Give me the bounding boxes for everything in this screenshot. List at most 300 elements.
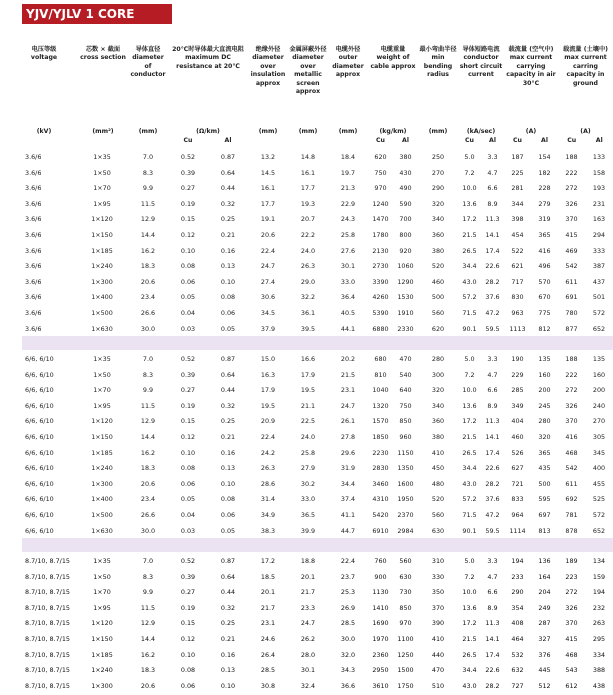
table-cell: 222: [565, 370, 578, 379]
table-cell: 330: [431, 572, 445, 581]
table-cell: 182: [538, 168, 551, 177]
table-row: [0, 181, 613, 197]
table-cell: 6/6, 6/10: [25, 448, 54, 457]
table-cell: 6/6, 6/10: [25, 495, 54, 504]
table-cell: 319: [538, 215, 551, 224]
table-cell: 1570: [372, 417, 389, 426]
table-cell: 691: [565, 293, 578, 302]
table-cell: 464: [511, 635, 524, 643]
table-row: [0, 679, 613, 695]
table-cell: 0.06: [180, 277, 196, 286]
table-cell: 350: [431, 588, 445, 597]
table-cell: 44.1: [340, 324, 356, 333]
table-cell: 1×240: [91, 464, 113, 473]
table-cell: 6/6, 6/10: [25, 370, 54, 379]
table-cell: 10.0: [462, 386, 477, 395]
table-cell: 250: [431, 153, 445, 161]
header-bending-cn: 最小弯曲半径: [419, 46, 457, 53]
table-cell: 6/6, 6/10: [25, 464, 54, 473]
table-cell: 0.39: [180, 168, 196, 177]
table-cell: 6/6, 6/10: [25, 417, 54, 426]
table-row: [0, 150, 613, 166]
table-row: [0, 430, 613, 446]
table-cell: 20.6: [260, 231, 276, 239]
table-cell: 6.6: [487, 386, 498, 395]
table-cell: 468: [565, 448, 578, 457]
unit-shortcircuit: (kA/sec): [466, 128, 496, 135]
unit-diameter: (mm): [138, 128, 158, 135]
table-cell: 500: [538, 479, 551, 488]
table-cell: 3390: [372, 277, 389, 286]
header-bending-en: min bending radius: [423, 54, 453, 79]
unit-insulation: (mm): [258, 128, 278, 135]
table-cell: 0.05: [220, 526, 236, 535]
table-cell: 24.0: [300, 246, 316, 255]
table-cell: 14.4: [140, 635, 156, 643]
table-row: [0, 290, 613, 306]
table-cell: 468: [565, 650, 578, 659]
header-section-en: cross section: [80, 54, 126, 62]
table-cell: 28.2: [485, 681, 500, 690]
table-cell: 560: [399, 557, 412, 565]
table-cell: 0.10: [180, 448, 196, 457]
table-cell: 964: [511, 511, 524, 519]
sub-ground-al: Al: [595, 137, 603, 144]
table-cell: 19.5: [260, 401, 276, 410]
sub-weight-cu: Cu: [376, 137, 385, 144]
table-cell: 1150: [397, 448, 414, 457]
table-cell: 1×185: [91, 246, 113, 255]
header-outer-cn: 电缆外径: [335, 46, 361, 53]
table-cell: 6/6, 6/10: [25, 401, 54, 410]
table-cell: 28.5: [260, 666, 276, 675]
table-cell: 16.2: [140, 246, 156, 255]
table-cell: 780: [565, 309, 578, 317]
table-cell: 16.2: [140, 448, 156, 457]
table-cell: 13.2: [260, 153, 276, 161]
table-cell: 326: [565, 603, 578, 612]
table-cell: 22.6: [485, 666, 500, 675]
table-cell: 4310: [372, 495, 389, 504]
table-cell: 21.7: [260, 603, 276, 612]
table-cell: 0.21: [220, 635, 236, 643]
table-cell: 16.1: [260, 184, 276, 193]
table-cell: 43.0: [462, 277, 477, 286]
table-cell: 0.10: [220, 277, 236, 286]
table-cell: 310: [431, 557, 445, 565]
table-cell: 16.2: [140, 650, 156, 659]
section-separator: [22, 336, 613, 350]
table-cell: 187: [511, 153, 524, 161]
sub-resistance-cu: Cu: [183, 137, 193, 144]
table-cell: 454: [511, 231, 524, 239]
table-cell: 415: [565, 635, 578, 643]
table-cell: 57.2: [462, 293, 477, 302]
header-weight: [368, 46, 418, 71]
table-cell: 760: [374, 557, 387, 565]
table-cell: 0.12: [180, 635, 196, 643]
table-cell: 6/6, 6/10: [25, 433, 54, 441]
table-cell: 6/6, 6/10: [25, 511, 54, 519]
table-cell: 970: [374, 184, 387, 193]
table-cell: 810: [374, 370, 387, 379]
table-cell: 295: [592, 635, 606, 643]
table-cell: 334: [592, 650, 606, 659]
table-cell: 1×35: [93, 557, 111, 565]
table-cell: 970: [399, 619, 412, 628]
table-cell: 23.4: [140, 495, 156, 504]
table-cell: 717: [511, 277, 524, 286]
table-cell: 0.04: [180, 511, 196, 519]
table-row: [0, 166, 613, 182]
table-cell: 280: [431, 355, 445, 363]
table-cell: 380: [399, 153, 412, 161]
table-cell: 0.64: [220, 370, 236, 379]
table-cell: 43.0: [462, 479, 477, 488]
table-cell: 0.32: [220, 401, 236, 410]
table-cell: 1×70: [93, 588, 111, 597]
table-cell: 730: [399, 588, 412, 597]
table-cell: 21.5: [462, 635, 477, 643]
table-cell: 900: [374, 572, 387, 581]
table-cell: 20.9: [260, 417, 276, 426]
header-shortcircuit-cn: 导体短路电流: [462, 46, 500, 53]
header-screen: [288, 46, 328, 96]
header-shortcircuit-en: conductor short circuit current: [459, 54, 503, 79]
table-cell: 340: [431, 401, 445, 410]
table-cell: 8.7/10, 8.7/15: [25, 666, 70, 675]
table-cell: 240: [592, 401, 606, 410]
table-cell: 225: [511, 168, 524, 177]
table-cell: 354: [511, 603, 524, 612]
table-cell: 193: [592, 184, 606, 193]
table-cell: 26.6: [140, 309, 156, 317]
table-cell: 1290: [397, 277, 414, 286]
table-cell: 360: [431, 231, 445, 239]
table-cell: 26.5: [462, 650, 477, 659]
table-cell: 11.5: [140, 603, 156, 612]
table-cell: 24.0: [300, 433, 316, 441]
table-cell: 0.32: [220, 199, 236, 208]
table-row: [0, 352, 613, 368]
table-cell: 190: [511, 355, 524, 363]
table-cell: 12.9: [140, 619, 156, 628]
table-cell: 39.5: [300, 324, 316, 333]
table-cell: 460: [431, 277, 445, 286]
table-cell: 8.3: [142, 572, 154, 581]
table-cell: 380: [431, 433, 445, 441]
table-cell: 611: [565, 277, 578, 286]
table-cell: 572: [592, 511, 606, 519]
table-cell: 2130: [372, 246, 389, 255]
table-cell: 327: [538, 635, 551, 643]
table-cell: 652: [592, 324, 606, 333]
table-cell: 920: [399, 246, 412, 255]
table-cell: 14.1: [485, 433, 500, 441]
table-cell: 8.7/10, 8.7/15: [25, 572, 70, 581]
table-cell: 3.3: [487, 153, 498, 161]
table-cell: 0.21: [220, 433, 236, 441]
table-cell: 1950: [397, 495, 414, 504]
table-cell: 281: [511, 184, 524, 193]
table-cell: 0.19: [180, 199, 196, 208]
table-cell: 8.3: [142, 370, 154, 379]
table-cell: 134: [592, 557, 606, 565]
table-cell: 400: [592, 464, 606, 473]
table-cell: 540: [399, 370, 412, 379]
header-shortcircuit: [458, 46, 504, 80]
table-cell: 290: [511, 588, 524, 597]
table-cell: 2730: [372, 262, 389, 271]
table-cell: 1×120: [91, 215, 113, 224]
table-cell: 1910: [397, 309, 414, 317]
table-cell: 440: [431, 650, 445, 659]
table-cell: 43.0: [462, 681, 477, 690]
table-cell: 640: [399, 386, 412, 395]
table-cell: 19.1: [260, 215, 276, 224]
table-cell: 0.16: [220, 246, 236, 255]
table-cell: 1×50: [93, 168, 111, 177]
table-cell: 22.6: [485, 262, 500, 271]
table-cell: 410: [431, 448, 445, 457]
header-voltage-en: voltage: [30, 54, 58, 62]
table-cell: 520: [431, 495, 445, 504]
table-cell: 18.3: [140, 666, 156, 675]
header-ground-en: max current carring capacity in ground: [564, 54, 607, 87]
table-cell: 194: [511, 557, 524, 565]
table-cell: 6/6, 6/10: [25, 526, 54, 535]
table-row: [0, 616, 613, 632]
table-cell: 40.5: [340, 309, 356, 317]
table-cell: 270: [592, 417, 606, 426]
table-cell: 7.2: [464, 370, 475, 379]
table-cell: 36.4: [340, 293, 356, 302]
table-cell: 270: [431, 168, 445, 177]
table-cell: 11.5: [140, 199, 156, 208]
table-cell: 0.16: [220, 448, 236, 457]
table-cell: 0.25: [220, 619, 236, 628]
table-cell: 29.6: [340, 448, 356, 457]
table-cell: 496: [538, 262, 551, 271]
table-cell: 189: [565, 557, 578, 565]
table-cell: 26.1: [340, 417, 356, 426]
table-row: [0, 368, 613, 384]
table-cell: 621: [511, 262, 524, 271]
table-cell: 11.5: [140, 401, 156, 410]
table-cell: 0.19: [180, 603, 196, 612]
table-cell: 525: [592, 495, 606, 504]
table-cell: 0.25: [220, 417, 236, 426]
table-cell: 1×185: [91, 650, 113, 659]
table-cell: 25.8: [300, 448, 316, 457]
table-cell: 0.03: [180, 526, 196, 535]
table-cell: 21.1: [300, 401, 316, 410]
table-cell: 31.9: [340, 464, 356, 473]
table-cell: 0.13: [220, 666, 236, 675]
table-cell: 727: [511, 681, 524, 690]
table-cell: 7.2: [464, 572, 475, 581]
table-cell: 630: [399, 572, 412, 581]
table-cell: 3.3: [487, 557, 498, 565]
table-cell: 30.1: [300, 666, 316, 675]
table-cell: 1×400: [91, 293, 113, 302]
table-cell: 33.0: [300, 495, 316, 504]
table-cell: 560: [431, 309, 445, 317]
table-cell: 30.0: [140, 526, 156, 535]
table-cell: 22.6: [485, 464, 500, 473]
table-cell: 800: [399, 231, 412, 239]
header-ground: [558, 46, 613, 88]
table-cell: 2330: [397, 324, 414, 333]
table-row: [0, 228, 613, 244]
table-cell: 532: [511, 650, 524, 659]
table-cell: 1530: [397, 293, 414, 302]
header-weight-cn: 电缆重量: [380, 46, 406, 53]
table-cell: 25.8: [340, 231, 356, 239]
header-outer-en: outer diameter approx: [332, 54, 364, 79]
table-row: [0, 570, 613, 586]
table-cell: 750: [399, 401, 412, 410]
table-cell: 90.1: [462, 324, 477, 333]
table-cell: 28.0: [300, 650, 316, 659]
table-cell: 6/6, 6/10: [25, 386, 54, 395]
table-cell: 263: [592, 619, 606, 628]
table-cell: 3.6/6: [25, 199, 42, 208]
table-cell: 26.2: [300, 635, 316, 643]
table-cell: 1750: [397, 681, 414, 690]
unit-screen: (mm): [298, 128, 318, 135]
unit-voltage: (kV): [36, 128, 52, 135]
table-cell: 963: [511, 309, 524, 317]
table-cell: 1×150: [91, 433, 113, 441]
table-cell: 4.7: [487, 370, 498, 379]
table-cell: 34.9: [260, 511, 276, 519]
table-cell: 305: [592, 433, 606, 441]
table-cell: 18.3: [140, 262, 156, 271]
unit-outer: (mm): [338, 128, 358, 135]
table-cell: 340: [431, 215, 445, 224]
table-cell: 8.7/10, 8.7/15: [25, 588, 70, 597]
table-cell: 611: [565, 479, 578, 488]
table-cell: 0.06: [220, 309, 236, 317]
table-cell: 470: [399, 355, 412, 363]
table-cell: 22.4: [340, 557, 356, 565]
table-cell: 200: [538, 386, 551, 395]
table-cell: 0.15: [180, 417, 196, 426]
table-cell: 26.5: [462, 246, 477, 255]
table-cell: 1×150: [91, 635, 113, 643]
table-cell: 1×150: [91, 231, 113, 239]
table-cell: 398: [511, 215, 524, 224]
table-cell: 233: [511, 572, 524, 581]
table-cell: 3.6/6: [25, 231, 42, 239]
table-cell: 0.39: [180, 572, 196, 581]
table-row: [0, 244, 613, 260]
header-section: [79, 46, 127, 63]
table-cell: 26.9: [340, 603, 356, 612]
table-row: [0, 508, 613, 524]
table-cell: 6880: [372, 324, 389, 333]
table-row: [0, 601, 613, 617]
table-cell: 0.08: [180, 666, 196, 675]
table-cell: 1×70: [93, 386, 111, 395]
table-cell: 0.15: [180, 619, 196, 628]
table-cell: 437: [592, 277, 606, 286]
table-cell: 37.9: [260, 324, 276, 333]
table-cell: 154: [538, 153, 551, 161]
table-cell: 0.21: [220, 231, 236, 239]
table-cell: 245: [538, 401, 551, 410]
table-cell: 1113: [509, 324, 526, 333]
header-screen-cn: 金属屏蔽外径: [289, 46, 327, 53]
table-cell: 430: [399, 168, 412, 177]
header-ground-cn: 载流量 (土壤中): [563, 46, 608, 53]
table-cell: 232: [592, 603, 606, 612]
table-cell: 320: [538, 433, 551, 441]
table-cell: 231: [592, 199, 606, 208]
table-cell: 1114: [509, 526, 526, 535]
header-resistance: [168, 46, 248, 71]
table-cell: 0.10: [180, 246, 196, 255]
table-cell: 7.0: [142, 557, 154, 565]
table-cell: 2230: [372, 448, 389, 457]
table-row: [0, 383, 613, 399]
table-cell: 272: [565, 588, 578, 597]
table-cell: 450: [431, 464, 445, 473]
table-cell: 4.7: [487, 168, 498, 177]
header-air-en: max current carrying capacity in air 30°C: [506, 54, 556, 87]
table-cell: 287: [538, 619, 551, 628]
sub-resistance-al: Al: [224, 137, 232, 144]
table-cell: 36.1: [300, 309, 316, 317]
table-cell: 560: [431, 511, 445, 519]
table-cell: 24.6: [260, 635, 276, 643]
sub-shortcircuit-cu: Cu: [465, 137, 474, 144]
table-cell: 27.4: [260, 277, 276, 286]
table-cell: 24.7: [300, 619, 316, 628]
table-cell: 1130: [372, 588, 389, 597]
table-cell: 8.7/10, 8.7/15: [25, 619, 70, 628]
table-cell: 20.6: [140, 277, 156, 286]
table-cell: 1690: [372, 619, 389, 628]
header-diameter: [128, 46, 168, 80]
table-cell: 1060: [397, 262, 414, 271]
table-cell: 2370: [397, 511, 414, 519]
table-cell: 5390: [372, 309, 389, 317]
table-cell: 38.3: [260, 526, 276, 535]
table-cell: 5.0: [464, 557, 475, 565]
table-cell: 8.7/10, 8.7/15: [25, 557, 70, 565]
table-cell: 460: [511, 433, 524, 441]
table-cell: 14.1: [485, 231, 500, 239]
table-cell: 5420: [372, 511, 389, 519]
table-cell: 23.1: [260, 619, 276, 628]
table-cell: 17.2: [462, 417, 477, 426]
table-cell: 542: [565, 262, 578, 271]
table-cell: 194: [592, 588, 606, 597]
table-cell: 30.0: [140, 324, 156, 333]
table-cell: 480: [431, 479, 445, 488]
table-cell: 1×185: [91, 448, 113, 457]
table-cell: 0.15: [180, 215, 196, 224]
table-cell: 33.0: [340, 277, 356, 286]
table-cell: 1×240: [91, 262, 113, 271]
table-cell: 15.0: [260, 355, 276, 363]
header-voltage-cn: 电压等级: [31, 46, 57, 53]
table-cell: 6/6, 6/10: [25, 479, 54, 488]
table-cell: 26.5: [462, 448, 477, 457]
table-cell: 627: [511, 464, 524, 473]
